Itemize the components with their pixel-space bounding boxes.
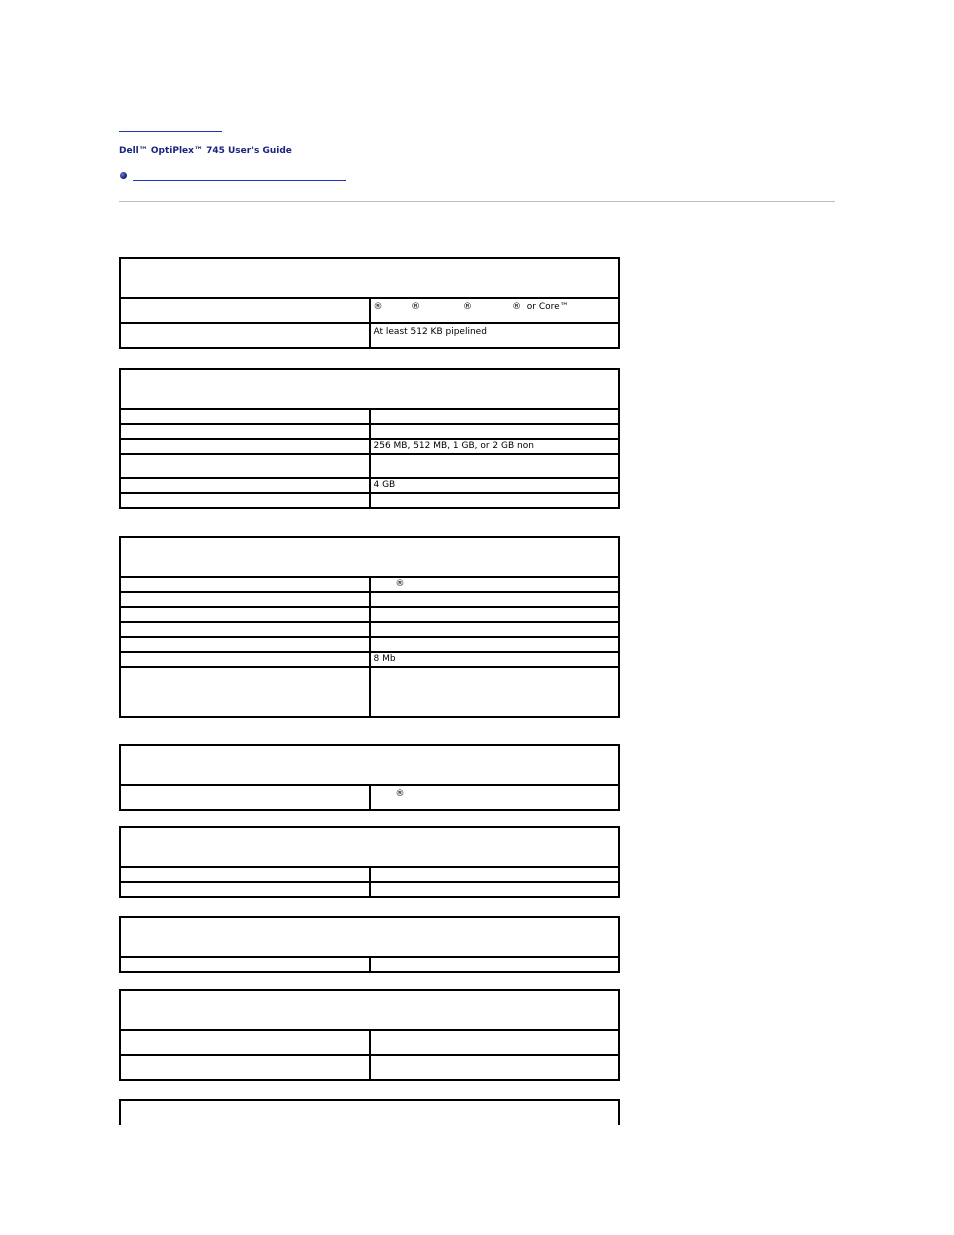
spec-value [370,424,620,439]
spec-label [120,882,370,897]
spec-value [370,493,620,508]
spec-value-text: ® [395,789,405,799]
memory-table [119,368,620,509]
spec-label [120,454,370,478]
table-header [120,917,619,957]
spec-value [370,592,620,607]
spec-label [120,577,370,592]
spec-value: 8 Mb [370,652,620,667]
spec-label [120,1055,370,1080]
spec-value [370,409,620,424]
spec-value [370,323,620,348]
spec-label [120,785,370,810]
drives-table [119,989,620,1081]
spec-value [370,785,620,810]
spec-value [370,454,620,478]
guide-title: Dell™ OptiPlex™ 745 User's Guide [119,146,292,156]
spec-value [370,622,620,637]
spec-label [120,424,370,439]
spec-value [370,577,620,592]
spec-value-text: At least 512 KB pipelined [373,327,487,337]
computer-information-table [119,536,620,718]
spec-label [120,637,370,652]
divider [119,201,835,202]
spec-label [120,439,370,454]
spec-value-text: ® [395,579,405,589]
table-header [120,537,619,577]
spec-value [370,1055,620,1080]
table-header [120,745,619,785]
table-header [120,827,619,867]
spec-label [120,323,370,348]
spec-value [370,882,620,897]
audio-table [119,826,620,898]
spec-label [120,957,370,972]
spec-label [120,592,370,607]
spec-value: 4 GB [370,478,620,493]
spec-label [120,1030,370,1055]
table-header [120,258,619,298]
spec-label [120,622,370,637]
expansion-bus-table [119,916,620,973]
spec-value [370,607,620,622]
spec-value: 256 MB, 512 MB, 1 GB, or 2 GB non [370,439,620,454]
specifications-link[interactable] [133,180,346,181]
spec-value [370,637,620,652]
table-header [120,369,619,409]
back-to-contents-link[interactable] [119,131,222,132]
table-header [120,990,619,1030]
spec-label [120,298,370,323]
spec-label [120,607,370,622]
spec-label [120,478,370,493]
spec-label [120,667,370,717]
spec-label [120,867,370,882]
bullet-icon [120,172,127,179]
video-table [119,744,620,811]
spec-label [120,409,370,424]
processor-table [119,257,620,349]
spec-value [370,1030,620,1055]
spec-value [370,667,620,717]
spec-value [370,957,620,972]
spec-value-text: ® ® ® ® or Core™ [373,302,569,312]
next-table-partial [119,1099,620,1125]
spec-value [370,867,620,882]
spec-value [370,298,620,323]
spec-label [120,652,370,667]
spec-label [120,493,370,508]
